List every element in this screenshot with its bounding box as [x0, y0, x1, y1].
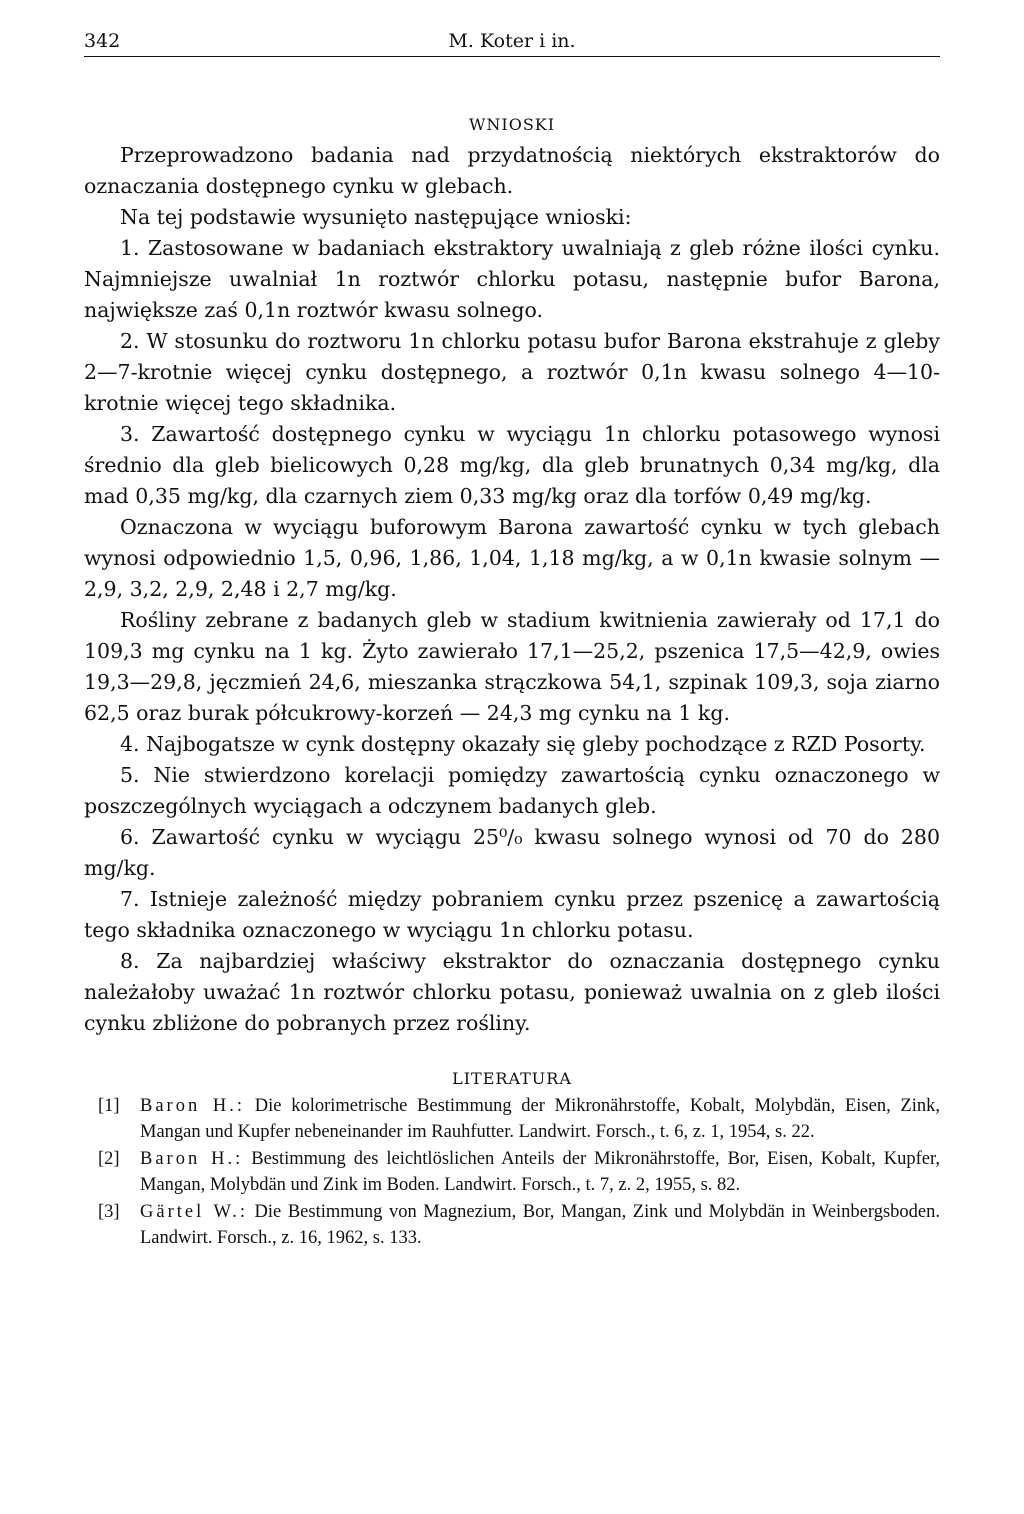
section-title-literature: LITERATURA [452, 1069, 572, 1088]
reference-author: Baron H.: [140, 1149, 244, 1169]
paragraph: 6. Zawartość cynku w wyciągu 25⁰/₀ kwasu solnego wynosi od 70 do 280 mg/kg. [84, 825, 940, 880]
reference-item [84, 1200, 940, 1251]
paragraph: 8. Za najbardziej właściwy ekstraktor do oznaczania dostępnego cynku należałoby uważać 1n roztwór chlorku potasu, ponieważ uwalnia on z gleb ilości cynku zbliżone do pobranych przez rośliny. [84, 949, 940, 1035]
reference-item [84, 1094, 940, 1145]
reference-author: Baron H.: [140, 1096, 246, 1116]
reference-text: Die Bestimmung von Magnezium, Bor, Mangan, Zink und Molybdän in Weinbergsboden. Landwirt. Forsch., z. 16, 1962, s. 133. [140, 1202, 940, 1248]
running-header [84, 26, 940, 57]
paragraph: 7. Istnieje zależność między pobraniem cynku przez pszenicę a zawartością tego składnika oznaczonego w wyciągu 1n chlorku potasu. [84, 887, 940, 942]
paragraph: 2. W stosunku do roztworu 1n chlorku potasu bufor Barona ekstrahuje z gleby 2—7-krotnie więcej cynku dostępnego, a roztwór 0,1n kwasu solnego 4—10-krotnie więcej tego składnika. [84, 329, 940, 415]
reference-text: Die kolorimetrische Bestimmung der Mikronährstoffe, Kobalt, Molybdän, Eisen, Zink, Mangan und Kupfer nebeneinander im Rauhfutter. Landwirt. Forsch., t. 6, z. 1, 1954, s. 22. [140, 1096, 940, 1142]
conclusions-body [84, 140, 940, 1039]
paragraph: Na tej podstawie wysunięto następujące wnioski: [120, 205, 632, 229]
section-title-conclusions: WNIOSKI [468, 115, 556, 134]
reference-item [84, 1147, 940, 1198]
reference-author: Gärtel W.: [140, 1202, 248, 1222]
paragraph: Rośliny zebrane z badanych gleb w stadium kwitnienia zawierały od 17,1 do 109,3 mg cynku na 1 kg. Żyto zawierało 17,1—25,2, pszenica 17,5—42,9, owies 19,3—29,8, jęczmień 24,6, mieszanka strączkowa 54,1, szpinak 109,3, soja ziarno 62,5 oraz burak półcukrowy-korzeń — 24,3 mg cynku na 1 kg. [84, 608, 940, 725]
reference-list [84, 1094, 940, 1251]
paragraph: Oznaczona w wyciągu buforowym Barona zawartość cynku w tych glebach wynosi odpowiednio 1,5, 0,96, 1,86, 1,04, 1,18 mg/kg, a w 0,1n kwasie solnym — 2,9, 3,2, 2,9, 2,48 i 2,7 mg/kg. [84, 515, 940, 601]
paragraph: 4. Najbogatsze w cynk dostępny okazały się gleby pochodzące z RZD Posorty. [120, 732, 926, 756]
paragraph: 5. Nie stwierdzono korelacji pomiędzy zawartością cynku oznaczonego w poszczególnych wyciągach a odczynem badanych gleb. [84, 763, 940, 818]
paragraph: 1. Zastosowane w badaniach ekstraktory uwalniają z gleb różne ilości cynku. Najmniejsze uwalniał 1n roztwór chlorku potasu, następnie bufor Barona, największe zaś 0,1n roztwór kwasu solnego. [84, 236, 940, 322]
reference-number: [3] [98, 1202, 120, 1222]
page-number: 342 [84, 30, 121, 52]
reference-number: [2] [98, 1149, 120, 1169]
reference-text: Bestimmung des leichtlöslichen Anteils der Mikronährstoffe, Bor, Eisen, Kobalt, Kupfer, Mangan, Molybdän und Zink im Boden. Landwirt. Forsch., t. 7, z. 2, 1955, s. 82. [140, 1149, 941, 1195]
paragraph: Przeprowadzono badania nad przydatnością niektórych ekstraktorów do oznaczania dostępnego cynku w glebach. [84, 143, 940, 198]
paragraph: 3. Zawartość dostępnego cynku w wyciągu 1n chlorku potasowego wynosi średnio dla gleb bielicowych 0,28 mg/kg, dla gleb brunatnych 0,34 mg/kg, dla mad 0,35 mg/kg, dla czarnych ziem 0,33 mg/kg oraz dla torfów 0,49 mg/kg. [84, 422, 940, 508]
reference-number: [1] [98, 1096, 120, 1116]
page [84, 26, 940, 1253]
running-title: M. Koter i in. [448, 30, 576, 52]
